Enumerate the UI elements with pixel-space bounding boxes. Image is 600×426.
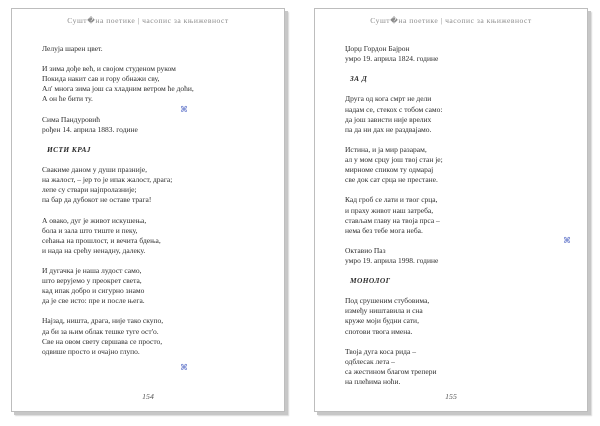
poem-line: Под срушеним стубовима, (345, 296, 430, 306)
poem-line: и нада на срећу ненадну, далеку. (42, 245, 146, 255)
author-dates: рођен 14. априла 1883. године (42, 124, 138, 134)
poem-line: на плећима ноћи. (345, 377, 401, 386)
poem-line: одблесак лета – (345, 356, 395, 366)
author-name: Сима Пандуровић (42, 114, 101, 124)
poem-line: И зима дође већ, и својом студеном руком (42, 64, 176, 74)
ornament-icon: ⌘ (180, 362, 188, 372)
poem-line: стављам главу на твоја прса – (345, 215, 440, 225)
poem-line: Најзад, ништа, драга, није тако скупо, (42, 316, 164, 326)
poem-line: одвише просто и очајно глупо. (42, 346, 140, 356)
poem-line: Ал' многа зима још са хладним ветром ће доћи, (42, 84, 194, 94)
poem-title: МОНОЛОГ (350, 276, 391, 286)
poem-title: ИСТИ КРАЈ (47, 144, 91, 154)
poem-line: све док сат срца не престане. (345, 175, 438, 185)
ornament-icon: ⌘ (180, 104, 188, 114)
poem-line: што верујемо у преокрет света, (42, 276, 142, 286)
poem-line: кад ипак добро и сигурно знамо (42, 286, 145, 296)
poem-line: Лелуја шарен цвет. (42, 44, 103, 53)
poem-line: Истина, и ја мир разарам, (345, 144, 427, 154)
right-page-body (345, 44, 571, 387)
author-name: Октавио Паз (345, 245, 386, 255)
poem-line: и праху живот наш затреба, (345, 205, 434, 215)
poem-line: са жестином благом трепери (345, 366, 437, 376)
poem-line: ал у мом срцу још твој стан је; (345, 155, 443, 165)
author-dates: умро 19. априла 1824. године (345, 54, 439, 64)
poem-line: нема без тебе мога неба. (345, 225, 423, 235)
poem-line: мирноме спиком ту одмарај (345, 165, 434, 175)
poem-title: ЗА Д (350, 74, 368, 84)
poem-line: Друга од кога смрт не дели (345, 94, 432, 104)
ornament-icon: ⌘ (563, 235, 571, 245)
page-number-left: 154 (142, 392, 154, 401)
poem-line: да би за њим облак тешке туге ост'о. (42, 326, 159, 336)
poem-line: сећања на прошлост, и вечита бдења, (42, 235, 161, 245)
left-page (11, 8, 285, 412)
poem-line: на жалост, – јер то је ипак жалост, драга; (42, 175, 173, 185)
poem-line: спотови твога имена. (345, 326, 413, 336)
poem-line: да је све исто: пре и после њега. (42, 296, 145, 306)
poem-line: Твоја дуга коса рида – (345, 346, 416, 356)
poem-line: Све на овом свету свршава се просто, (42, 336, 163, 346)
poem-line: лепе су ствари најпролазније; (42, 185, 137, 195)
author-name: Џорџ Гордон Бајрон (345, 44, 410, 53)
running-head-right: Сушт�на поетике | часопис за књижевност (370, 16, 532, 25)
poem-line: Покида накит сав и гору обнажи сву, (42, 74, 160, 84)
poem-line: бола и зала што тиште и пеку, (42, 225, 138, 235)
running-head-left: Сушт�на поетике | часопис за књижевност (67, 16, 229, 25)
poem-line: па бар да дубокот не оставе трага! (42, 195, 152, 205)
poem-line: И дугачка је наша лудост само, (42, 265, 142, 275)
poem-line: Свакиме даном у души празније, (42, 165, 147, 175)
poem-line: Кад гроб се лати и твог срца, (345, 195, 438, 205)
poem-line: А овако, дуг је живот искушења, (42, 215, 147, 225)
poem-line: надам се, стекох с тобом само: (345, 104, 443, 114)
left-page-body (42, 44, 268, 373)
poem-line: круже моји будни сати, (345, 316, 419, 326)
page-number-right: 155 (445, 392, 457, 401)
author-dates: умро 19. априла 1998. године (345, 255, 439, 265)
poem-line: А он ће бити ту. (42, 94, 93, 104)
poem-line: између ништавила и сна (345, 306, 423, 316)
poem-line: па да ни дах не раздвајамо. (345, 124, 432, 134)
right-page (314, 8, 588, 412)
poem-line: да још зависти није врелих (345, 114, 432, 124)
